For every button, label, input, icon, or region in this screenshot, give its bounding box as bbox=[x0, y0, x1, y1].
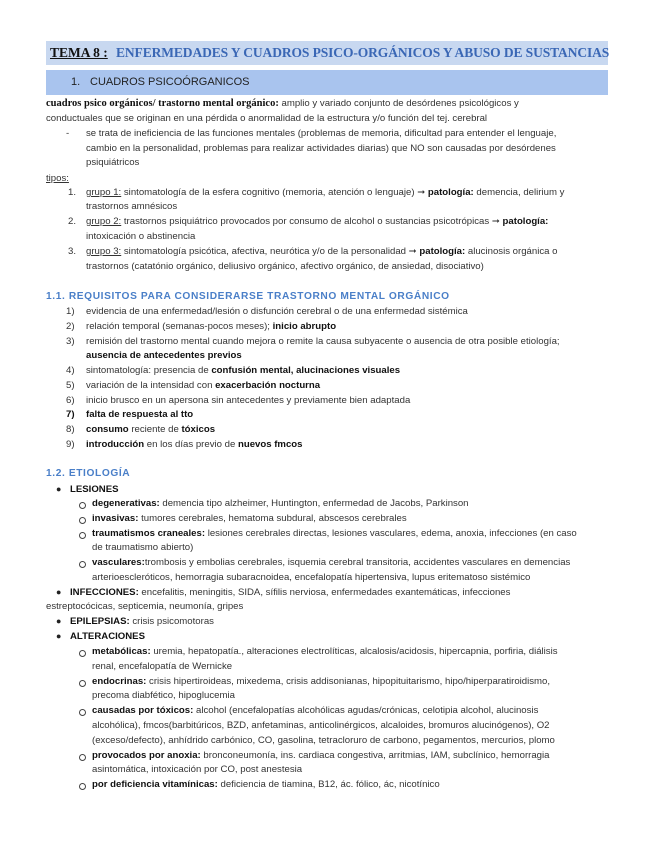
tipo-item bbox=[86, 215, 548, 230]
tipo-text: sintomatología de la esfera cognitivo (memoria, atención o lenguaje) ➞ bbox=[121, 187, 428, 198]
dash-line-1: se trata de ineficiencia de las funciones mentales (problemas de memoria, dificultad para entender el lenguaje, bbox=[86, 128, 557, 139]
title-bar bbox=[46, 41, 608, 65]
etio-term: invasivas: bbox=[92, 513, 139, 524]
req-number: 4) bbox=[66, 365, 75, 376]
intro-line-2: conductuales que se originan en una pérdida o anormalidad de la estructura y/o función del tej. cerebral bbox=[46, 113, 488, 124]
etio-term: EPILEPSIAS: bbox=[70, 616, 130, 627]
req-text: reciente de bbox=[128, 424, 182, 435]
etio-text: alcohol (encefalopatías alcohólicas agudas/crónicas, celotipia alcohol, alucinosis bbox=[193, 705, 539, 716]
circle-bullet-icon bbox=[79, 709, 86, 716]
etio-term: causadas por tóxicos: bbox=[92, 705, 194, 716]
req-item bbox=[86, 438, 302, 453]
etio-term: degenerativas: bbox=[92, 498, 160, 509]
etio-subitem bbox=[92, 527, 577, 542]
etio-subitem bbox=[92, 749, 549, 764]
tipo-number: 3. bbox=[68, 246, 77, 257]
section-heading-etiologia: 1.2. ETIOLOGÍA bbox=[46, 468, 131, 479]
etio-subitem-continuation: renal, encefalopatía de Wernicke bbox=[92, 661, 233, 672]
etio-term: por deficiencia vitamínicas: bbox=[92, 779, 218, 790]
circle-bullet-icon bbox=[79, 680, 86, 687]
circle-bullet-icon bbox=[79, 502, 86, 509]
page-title: ENFERMEDADES Y CUADROS PSICO-ORGÁNICOS Y ABUSO DE SUSTANCIAS bbox=[116, 45, 610, 60]
req-bold: confusión mental, alucinaciones visuales bbox=[211, 365, 401, 376]
circle-bullet-icon bbox=[79, 754, 86, 761]
etio-text: bronconeumonía, ins. cardiaca congestiva, arritmias, IAM, subclínico, hemorragia bbox=[200, 750, 550, 761]
tipo-line-2: intoxicación o abstinencia bbox=[86, 231, 196, 242]
etio-category-continuation: estreptocócicas, septicemia, neumonía, gripes bbox=[46, 601, 244, 612]
etio-subitem-continuation: alcohólica), fmcos(barbitúricos, BZD, anfetaminas, anticolinérgicos, alcaloides, bromuros alucinógenos), O2 bbox=[92, 720, 550, 731]
etio-category: LESIONES bbox=[70, 484, 119, 495]
etio-subitem bbox=[92, 704, 538, 719]
req-item: falta de respuesta al tto bbox=[86, 409, 194, 420]
tipo-item bbox=[86, 186, 564, 201]
dash-line-2: cambio en la personalidad, problemas para realizar actividades diarias) que NO son causadas por desórdenes bbox=[86, 143, 556, 154]
etio-term: traumatismos craneales: bbox=[92, 528, 206, 539]
dash-line-3: psiquiátricos bbox=[86, 157, 140, 168]
req-bold: tóxicos bbox=[181, 424, 216, 435]
etio-term: metabólicas: bbox=[92, 646, 151, 657]
etio-subitem bbox=[92, 497, 469, 512]
etio-subitem bbox=[92, 556, 570, 571]
bullet-icon: ● bbox=[56, 484, 62, 494]
etio-term: vasculares: bbox=[92, 557, 145, 568]
tipo-text: sintomatología psicótica, afectiva, neurótica y/o de la personalidad ➞ bbox=[121, 246, 420, 257]
req-bold: exacerbación nocturna bbox=[215, 380, 321, 391]
etio-text: crisis psicomotoras bbox=[129, 616, 214, 627]
bullet-icon: ● bbox=[56, 631, 62, 641]
etio-text: crisis hipertiroideas, mixedema, crisis addisonianas, hipopituitarismo, hipo/hiperparatiroidismo, bbox=[146, 676, 551, 687]
etio-subitem-continuation: asintomática, intoxicación por CO, post anestesia bbox=[92, 764, 303, 775]
etio-text: uremia, hepatopatía., alteraciones electrolíticas, alcalosis/acidosis, hipercapnia, porfiria, diálisis bbox=[150, 646, 558, 657]
req-text: sintomatología: presencia de bbox=[86, 365, 212, 376]
req-item bbox=[86, 364, 400, 379]
bullet-icon: ● bbox=[56, 616, 62, 626]
tipos-label: tipos: bbox=[46, 173, 69, 184]
etio-subitem-continuation: (exceso/defecto), anhídrido carbónico, CO, gasolina, tetracloruro de carbono, pegamentos, mercurios, plomo bbox=[92, 735, 555, 746]
dash-marker: - bbox=[66, 128, 70, 139]
tipo-number: 1. bbox=[68, 187, 77, 198]
etio-text: encefalitis, meningitis, SIDA, sífilis nerviosa, enfermedades exantemáticas, infecciones bbox=[138, 587, 511, 598]
intro-line-1 bbox=[46, 97, 519, 112]
req-number: 8) bbox=[66, 424, 75, 435]
req-item: evidencia de una enfermedad/lesión o disfunción cerebral o de una enfermedad sistémica bbox=[86, 306, 468, 317]
req-bold: nuevos fmcos bbox=[237, 439, 303, 450]
etio-text: tumores cerebrales, hematoma subdural, abscesos cerebrales bbox=[138, 513, 407, 524]
grupo-label: grupo 3: bbox=[86, 246, 122, 257]
req-number: 9) bbox=[66, 439, 75, 450]
req-number: 5) bbox=[66, 380, 75, 391]
title-label: TEMA 8 : bbox=[50, 45, 108, 60]
circle-bullet-icon bbox=[79, 561, 86, 568]
etio-subitem-continuation: de traumatismo abierto) bbox=[92, 542, 194, 553]
section-heading-requisitos: 1.1. REQUISITOS PARA CONSIDERARSE TRASTORNO MENTAL ORGÁNICO bbox=[46, 291, 450, 302]
etio-category bbox=[70, 586, 510, 601]
grupo-label: grupo 1: bbox=[86, 187, 122, 198]
req-item bbox=[86, 379, 320, 394]
req-item-continuation: ausencia de antecedentes previos bbox=[86, 350, 242, 361]
req-bold: inicio abrupto bbox=[272, 321, 337, 332]
etio-term: INFECCIONES: bbox=[70, 587, 139, 598]
req-item bbox=[86, 423, 215, 438]
req-number: 7) bbox=[66, 409, 75, 420]
patologia-label: patología: bbox=[502, 216, 549, 227]
section-header bbox=[46, 70, 608, 95]
req-item: remisión del trastorno mental cuando mejora o remite la causa subyacente o ausencia de otra posible etiología; bbox=[86, 336, 560, 347]
tipo-item bbox=[86, 245, 557, 260]
intro-term: cuadros psico orgánicos/ trastorno mental orgánico: bbox=[46, 98, 279, 109]
etio-text: deficiencia de tiamina, B12, ác. fólico, ác, nicotínico bbox=[217, 779, 440, 790]
etio-subitem bbox=[92, 645, 558, 660]
etio-category bbox=[70, 615, 214, 630]
req-bold: introducción bbox=[86, 439, 145, 450]
circle-bullet-icon bbox=[79, 783, 86, 790]
tipo-line-2: trastornos (catatónio orgánico, deliusivo orgánico, afectivo orgánico, de ansiedad, disociativo) bbox=[86, 261, 484, 272]
etio-text: trombosis y embolias cerebrales, isquemia cerebral transitoria, accidentes vasculares en demencias bbox=[144, 557, 571, 568]
intro-text: amplio y variado conjunto de desórdenes psicológicos y bbox=[278, 98, 519, 109]
req-item: inicio brusco en un apersona sin antecedentes y previamente bien adaptada bbox=[86, 395, 411, 406]
etio-subitem-continuation: precoma diabfético, hipoglucemia bbox=[92, 690, 235, 701]
section-title: CUADROS PSICOÓRGANICOS bbox=[90, 76, 250, 88]
etio-text: lesiones cerebrales directas, lesiones vasculares, edema, anoxia, infecciones (en caso bbox=[205, 528, 577, 539]
tipo-line-2: trastornos amnésicos bbox=[86, 201, 178, 212]
etio-category: ALTERACIONES bbox=[70, 631, 145, 642]
req-number: 2) bbox=[66, 321, 75, 332]
req-text: variación de la intensidad con bbox=[86, 380, 216, 391]
tipo-text: trastornos psiquiátrico provocados por consumo de alcohol o sustancias psicotrópicas ➞ bbox=[121, 216, 503, 227]
req-number: 3) bbox=[66, 336, 75, 347]
req-bold: consumo bbox=[86, 424, 129, 435]
circle-bullet-icon bbox=[79, 517, 86, 524]
circle-bullet-icon bbox=[79, 532, 86, 539]
grupo-label: grupo 2: bbox=[86, 216, 122, 227]
req-number: 1) bbox=[66, 306, 75, 317]
patologia-label: patología: bbox=[427, 187, 474, 198]
req-item bbox=[86, 320, 336, 335]
req-text: relación temporal (semanas-pocos meses); bbox=[86, 321, 273, 332]
bullet-icon: ● bbox=[56, 587, 62, 597]
req-number: 6) bbox=[66, 395, 75, 406]
etio-term: endocrinas: bbox=[92, 676, 147, 687]
section-number: 1. bbox=[71, 76, 81, 88]
etio-subitem bbox=[92, 512, 407, 527]
etio-subitem-continuation: arterioescleróticos, hemorragia subaracnoidea, encefalopatía hipertensiva, lupus eritematoso sistémico bbox=[92, 572, 531, 583]
tipo-number: 2. bbox=[68, 216, 77, 227]
req-text: en los días previo de bbox=[144, 439, 238, 450]
etio-subitem bbox=[92, 675, 550, 690]
circle-bullet-icon bbox=[79, 650, 86, 657]
patologia-label: patología: bbox=[419, 246, 466, 257]
etio-text: demencia tipo alzheimer, Huntington, enfermedad de Jacobs, Parkinson bbox=[159, 498, 469, 509]
tipo-rest: alucinosis orgánica o bbox=[465, 246, 558, 257]
etio-term: provocados por anoxia: bbox=[92, 750, 201, 761]
etio-subitem bbox=[92, 778, 440, 793]
tipo-rest: demencia, delirium y bbox=[473, 187, 565, 198]
